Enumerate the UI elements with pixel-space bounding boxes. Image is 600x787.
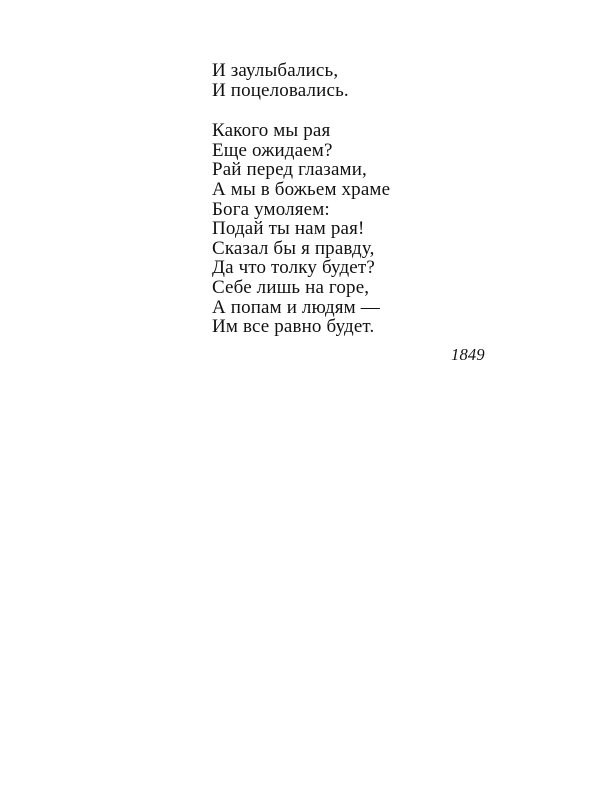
poem-line: Какого мы рая [212,120,331,142]
poem-line: Еще ожидаем? [212,139,333,161]
stanza-1 [212,61,512,100]
poem-line: Себе лишь на горе, [212,276,370,298]
poem-text [212,61,512,337]
poem-line: А попам и людям — [212,296,380,318]
poem-line: Подай ты нам рая! [212,218,365,240]
stanza-2 [212,121,512,337]
poem-line: Да что толку будет? [212,257,375,279]
poem-line: И поцеловались. [212,79,349,101]
poem-line: А мы в божьем храме [212,178,391,200]
poem-date: 1849 [451,345,485,364]
poem-line: Сказал бы я правду, [212,237,375,259]
poem-line: Рай перед глазами, [212,159,367,181]
poem-line: Бога умоляем: [212,198,330,220]
poem-line: Им все равно будет. [212,316,375,338]
poem-line: И заулыбались, [212,60,339,81]
